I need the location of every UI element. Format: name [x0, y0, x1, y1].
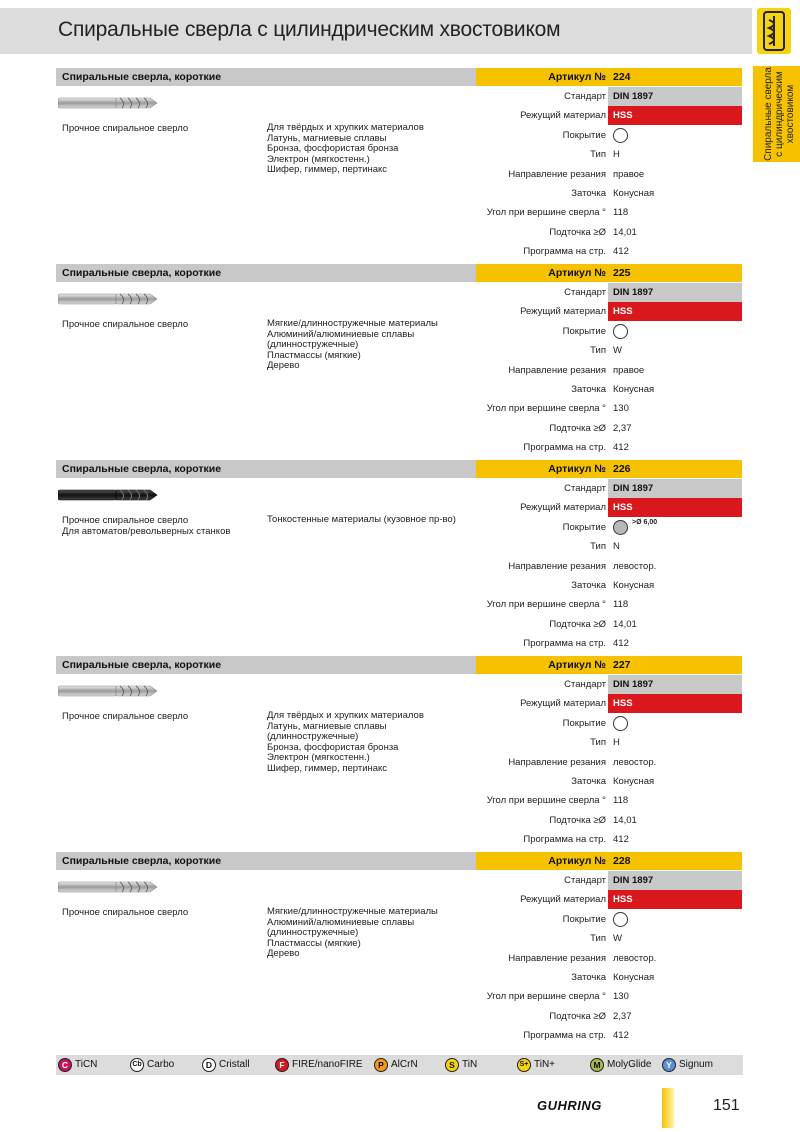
spec-row-direction	[476, 361, 742, 380]
coating-badge-icon: P	[374, 1058, 388, 1072]
coating-badge-icon: D	[202, 1058, 216, 1072]
spec-label-coating: Покрытие	[562, 129, 606, 141]
legend-label: AlCrN	[391, 1059, 418, 1070]
article-number[interactable]: 227	[613, 659, 631, 671]
spec-value-material: HSS	[613, 502, 633, 514]
description-line: Прочное спиральное сверло	[62, 711, 189, 722]
spec-value-undercut: 14,01	[613, 618, 637, 630]
spec-row-coating	[476, 518, 742, 537]
spec-label-material: Режущий материал	[520, 110, 606, 122]
spec-row-coating	[476, 322, 742, 341]
suitability-line: Пластмассы (мягкие)	[267, 349, 361, 361]
legend-label: FIRE/nanoFIRE	[292, 1059, 363, 1070]
spec-row-undercut	[476, 419, 742, 438]
suitability-line: Для твёрдых и хрупких материалов	[267, 710, 424, 721]
spec-label-material: Режущий материал	[520, 502, 606, 514]
spec-value-material: HSS	[613, 110, 633, 122]
spec-value-standard: DIN 1897	[613, 483, 654, 494]
spec-row-direction	[476, 949, 742, 968]
spec-label-type: Тип	[590, 149, 606, 161]
spec-value-point: Конусная	[613, 776, 655, 787]
section-title: Спиральные сверла, короткие	[62, 267, 222, 279]
product-description	[62, 515, 262, 537]
spec-value-material: HSS	[613, 306, 633, 318]
spec-label-material: Режущий материал	[520, 306, 606, 318]
drill-image	[58, 488, 158, 502]
material-suitability	[267, 123, 477, 176]
article-number[interactable]: 224	[613, 71, 631, 83]
spec-row-undercut	[476, 811, 742, 830]
coating-circle-icon	[613, 912, 628, 927]
coating-badge-icon: M	[590, 1058, 604, 1072]
product-description	[62, 319, 262, 330]
spec-row-material	[476, 890, 742, 909]
suitability-line: Электрон (мягкостенн.)	[267, 752, 370, 764]
spec-row-angle	[476, 203, 742, 222]
spec-label-undercut: Подточка ≥Ø	[549, 226, 606, 238]
material-suitability	[267, 907, 477, 960]
spec-label-direction: Направление резания	[508, 952, 606, 964]
side-tab[interactable]	[753, 66, 800, 162]
spec-label-undercut: Подточка ≥Ø	[549, 618, 606, 630]
description-line: Прочное спиральное сверло	[62, 123, 189, 134]
suitability-line: Дерево	[267, 360, 300, 372]
spec-row-coating	[476, 126, 742, 145]
footer-stripe	[662, 1088, 674, 1128]
coating-circle-icon	[613, 128, 628, 143]
drill-image	[58, 880, 158, 894]
spec-row-point	[476, 772, 742, 791]
spec-row-program	[476, 634, 742, 653]
article-number[interactable]: 226	[613, 463, 631, 475]
spec-label-program: Программа на стр.	[523, 1030, 606, 1042]
spec-label-angle: Угол при вершине сверла °	[486, 795, 606, 807]
suitability-line: Латунь, магниевые сплавы	[267, 720, 387, 732]
drill-image	[58, 96, 158, 110]
spec-row-standard	[476, 283, 742, 302]
spec-value-direction: левостор.	[613, 756, 657, 768]
spec-value-point: Конусная	[613, 384, 655, 395]
suitability-line: Шифер, гиммер, пертинакс	[267, 164, 388, 176]
coating-badge-icon: C	[58, 1058, 72, 1072]
page-title: Спиральные сверла с цилиндрическим хвостовиком	[58, 18, 561, 41]
coating-badge-icon: S	[445, 1058, 459, 1072]
spec-row-material	[476, 106, 742, 125]
drill-image	[58, 292, 158, 306]
description-line: Прочное спиральное сверло	[62, 319, 189, 330]
material-suitability	[267, 515, 477, 526]
suitability-line: Дерево	[267, 948, 300, 960]
section-title: Спиральные сверла, короткие	[62, 855, 222, 867]
spec-row-material	[476, 694, 742, 713]
suitability-line: Мягкие/длинностружечные материалы	[267, 906, 438, 917]
spec-row-material	[476, 498, 742, 517]
suitability-line: Бронза, фосфористая бронза	[267, 741, 399, 753]
spec-row-undercut	[476, 1007, 742, 1026]
legend-label: TiCN	[75, 1059, 98, 1070]
spec-row-type	[476, 733, 742, 752]
spec-value-type: H	[613, 737, 620, 749]
suitability-line: Пластмассы (мягкие)	[267, 937, 361, 949]
spec-value-undercut: 2,37	[613, 1010, 632, 1022]
suitability-line: Алюминий/алюминиевые сплавы	[267, 328, 415, 340]
coating-badge-icon: Cb	[130, 1058, 144, 1072]
spec-row-type	[476, 341, 742, 360]
spec-label-undercut: Подточка ≥Ø	[549, 814, 606, 826]
legend-label: Cristall	[219, 1059, 250, 1070]
suitability-line: Тонкостенные материалы (кузовное пр-во)	[267, 514, 456, 525]
section-title: Спиральные сверла, короткие	[62, 463, 222, 475]
suitability-line: Электрон (мягкостенн.)	[267, 153, 370, 165]
spec-label-program: Программа на стр.	[523, 246, 606, 258]
page-number: 151	[713, 1097, 740, 1114]
spec-label-program: Программа на стр.	[523, 638, 606, 650]
drill-image	[58, 684, 158, 698]
spec-value-type: N	[613, 541, 620, 553]
spec-value-direction: правое	[613, 168, 645, 180]
spec-row-undercut	[476, 615, 742, 634]
product-section	[0, 264, 752, 460]
spec-value-standard: DIN 1897	[613, 679, 654, 690]
product-description	[62, 711, 262, 722]
spec-label-material: Режущий материал	[520, 894, 606, 906]
coating-extra: >Ø 6,00	[632, 518, 658, 526]
spec-label-point: Заточка	[571, 188, 606, 199]
spec-label-material: Режущий материал	[520, 698, 606, 710]
article-label: Артикул №	[548, 267, 606, 279]
spec-label-direction: Направление резания	[508, 756, 606, 768]
spec-label-coating: Покрытие	[562, 521, 606, 533]
spec-row-point	[476, 380, 742, 399]
spec-row-direction	[476, 165, 742, 184]
spec-value-angle: 118	[613, 207, 629, 219]
spec-row-type	[476, 537, 742, 556]
coating-badge-icon: S+	[517, 1058, 531, 1072]
spec-value-point: Конусная	[613, 972, 655, 983]
spec-label-type: Тип	[590, 541, 606, 553]
suitability-line: Латунь, магниевые сплавы	[267, 132, 387, 144]
suitability-line: (длинностружечные)	[267, 731, 359, 743]
spec-label-angle: Угол при вершине сверла °	[486, 599, 606, 611]
suitability-line: (длинностружечные)	[267, 927, 359, 939]
spec-row-type	[476, 145, 742, 164]
spec-label-coating: Покрытие	[562, 913, 606, 925]
product-section	[0, 68, 752, 264]
spec-value-direction: левостор.	[613, 952, 657, 964]
spec-row-program	[476, 242, 742, 261]
spec-value-angle: 130	[613, 991, 629, 1003]
spec-label-standard: Стандарт	[564, 483, 606, 494]
legend-label: Carbo	[147, 1059, 175, 1070]
spec-label-coating: Покрытие	[562, 325, 606, 337]
spec-row-type	[476, 929, 742, 948]
spec-value-program: 412	[613, 246, 629, 258]
suitability-line: Мягкие/длинностружечные материалы	[267, 318, 438, 329]
spec-value-standard: DIN 1897	[613, 875, 654, 886]
material-suitability	[267, 711, 477, 775]
spec-label-direction: Направление резания	[508, 364, 606, 376]
suitability-line: Алюминий/алюминиевые сплавы	[267, 916, 415, 928]
spec-row-standard	[476, 675, 742, 694]
spec-row-angle	[476, 399, 742, 418]
spec-label-type: Тип	[590, 933, 606, 945]
spec-row-program	[476, 830, 742, 849]
side-tab-label: Спиральные сверла с цилиндрическим хвостовиком	[762, 67, 796, 161]
spec-value-program: 412	[613, 834, 629, 846]
spec-label-angle: Угол при вершине сверла °	[486, 207, 606, 219]
spec-row-angle	[476, 987, 742, 1006]
spec-label-angle: Угол при вершине сверла °	[486, 991, 606, 1003]
description-line: Для автоматов/револьверных станков	[62, 526, 231, 537]
product-section	[0, 656, 752, 852]
suitability-line: Для твёрдых и хрупких материалов	[267, 122, 424, 133]
spec-row-direction	[476, 753, 742, 772]
spec-value-material: HSS	[613, 894, 633, 906]
spec-row-program	[476, 1026, 742, 1045]
suitability-line: Шифер, гиммер, пертинакс	[267, 762, 388, 774]
spec-row-undercut	[476, 223, 742, 242]
article-label: Артикул №	[548, 71, 606, 83]
legend-label: TiN+	[534, 1059, 556, 1070]
article-number[interactable]: 225	[613, 267, 631, 279]
spec-row-standard	[476, 87, 742, 106]
spec-label-undercut: Подточка ≥Ø	[549, 422, 606, 434]
article-label: Артикул №	[548, 855, 606, 867]
description-line: Прочное спиральное сверло	[62, 515, 189, 526]
spec-row-point	[476, 184, 742, 203]
spec-label-coating: Покрытие	[562, 717, 606, 729]
spec-label-program: Программа на стр.	[523, 834, 606, 846]
spec-label-type: Тип	[590, 737, 606, 749]
spec-row-standard	[476, 479, 742, 498]
spec-row-program	[476, 438, 742, 457]
spec-value-type: W	[613, 345, 622, 357]
section-title: Спиральные сверла, короткие	[62, 659, 222, 671]
product-section	[0, 460, 752, 656]
spec-label-point: Заточка	[571, 776, 606, 787]
spec-label-angle: Угол при вершине сверла °	[486, 403, 606, 415]
legend-label: TiN	[462, 1059, 478, 1070]
spec-label-standard: Стандарт	[564, 91, 606, 102]
material-suitability	[267, 319, 477, 372]
spec-row-coating	[476, 910, 742, 929]
suitability-line: (длинностружечные)	[267, 339, 359, 351]
spec-label-undercut: Подточка ≥Ø	[549, 1010, 606, 1022]
spec-label-standard: Стандарт	[564, 679, 606, 690]
spec-row-angle	[476, 595, 742, 614]
spec-value-type: H	[613, 149, 620, 161]
coating-circle-icon	[613, 716, 628, 731]
description-line: Прочное спиральное сверло	[62, 907, 189, 918]
spec-value-direction: правое	[613, 364, 645, 376]
coating-badge-icon: F	[275, 1058, 289, 1072]
spec-label-direction: Направление резания	[508, 168, 606, 180]
article-label: Артикул №	[548, 463, 606, 475]
spec-row-point	[476, 968, 742, 987]
brand-logo: GUHRING	[537, 1098, 602, 1113]
spec-label-program: Программа на стр.	[523, 442, 606, 454]
article-number[interactable]: 228	[613, 855, 631, 867]
spec-value-standard: DIN 1897	[613, 91, 654, 102]
drill-logo-icon	[757, 8, 791, 54]
spec-row-material	[476, 302, 742, 321]
spec-value-angle: 118	[613, 599, 629, 611]
spec-value-material: HSS	[613, 698, 633, 710]
spec-row-point	[476, 576, 742, 595]
spec-value-program: 412	[613, 638, 629, 650]
spec-label-point: Заточка	[571, 580, 606, 591]
spec-label-point: Заточка	[571, 972, 606, 983]
spec-value-point: Конусная	[613, 580, 655, 591]
coating-circle-icon	[613, 520, 628, 535]
spec-value-standard: DIN 1897	[613, 287, 654, 298]
spec-value-angle: 130	[613, 403, 629, 415]
coating-badge-icon: Y	[662, 1058, 676, 1072]
spec-row-angle	[476, 791, 742, 810]
legend-label: Signum	[679, 1059, 713, 1070]
spec-value-undercut: 14,01	[613, 814, 637, 826]
coating-circle-icon	[613, 324, 628, 339]
spec-value-program: 412	[613, 442, 629, 454]
spec-label-standard: Стандарт	[564, 875, 606, 886]
product-description	[62, 123, 262, 134]
spec-value-direction: левостор.	[613, 560, 657, 572]
legend-label: MolyGlide	[607, 1059, 652, 1070]
spec-label-standard: Стандарт	[564, 287, 606, 298]
spec-value-undercut: 14,01	[613, 226, 637, 238]
spec-value-undercut: 2,37	[613, 422, 632, 434]
spec-label-type: Тип	[590, 345, 606, 357]
spec-row-coating	[476, 714, 742, 733]
spec-row-standard	[476, 871, 742, 890]
spec-value-point: Конусная	[613, 188, 655, 199]
section-title: Спиральные сверла, короткие	[62, 71, 222, 83]
article-label: Артикул №	[548, 659, 606, 671]
spec-value-program: 412	[613, 1030, 629, 1042]
spec-value-type: W	[613, 933, 622, 945]
product-section	[0, 852, 752, 1048]
spec-label-direction: Направление резания	[508, 560, 606, 572]
suitability-line: Бронза, фосфористая бронза	[267, 143, 399, 155]
product-description	[62, 907, 262, 918]
spec-value-angle: 118	[613, 795, 629, 807]
spec-label-point: Заточка	[571, 384, 606, 395]
spec-row-direction	[476, 557, 742, 576]
